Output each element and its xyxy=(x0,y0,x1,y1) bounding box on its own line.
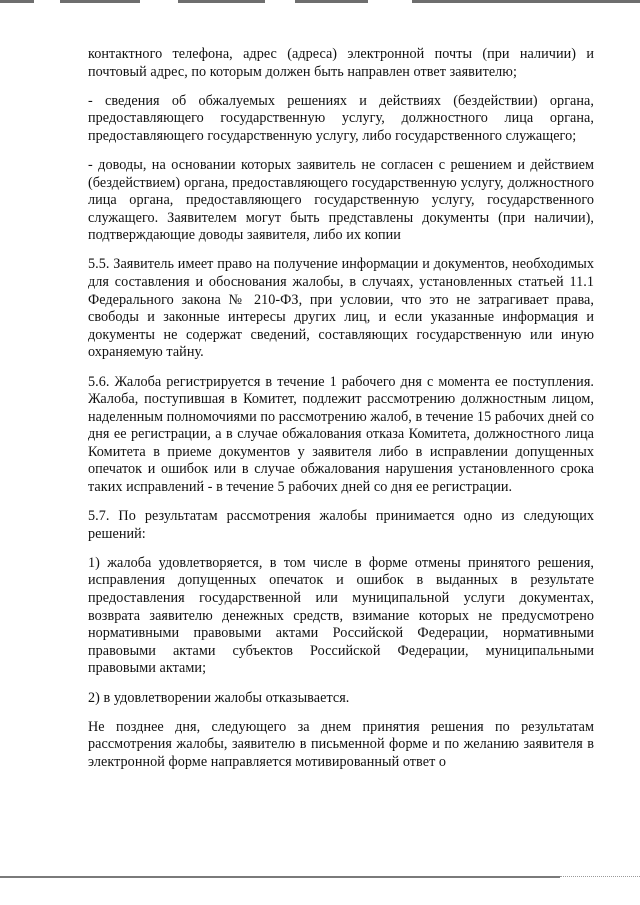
paragraph-5-5: 5.5. Заявитель имеет право на получение информации и документов, необходимых для составления и обоснования жалобы, в случаях, установленных статьей 11.1 Федерального закона № 210-ФЗ, при условии, что это не затрагивает права, свободы и законные интересы других лиц, и если указанные информация и документы не содержат сведений, составляющих государственную или иную охраняемую тайну. xyxy=(88,256,594,361)
scan-bottom-edge xyxy=(0,876,560,878)
scan-top-edge-gap xyxy=(140,0,178,3)
paragraph-contact-details: контактного телефона, адрес (адреса) электронной почты (при наличии) и почтовый адрес, по которым должен быть направлен ответ заявителю; xyxy=(88,46,594,80)
paragraph-response-deadline: Не позднее дня, следующего за днем принятия решения по результатам рассмотрения жалобы, заявителю в письменной форме и по желанию заявителя в электронной форме направляется мотивированный ответ о xyxy=(88,718,594,770)
scan-top-edge xyxy=(0,0,640,3)
paragraph-5-7: 5.7. По результатам рассмотрения жалобы принимается одно из следующих решений: xyxy=(88,508,594,542)
paragraph-decision-1: 1) жалоба удовлетворяется, в том числе в форме отмены принятого решения, исправления допущенных опечаток и ошибок в выданных в результате предоставления государственной или муниципальной услуги документах, возврата заявителю денежных средств, взимание которых не предусмотрено нормативными правовыми актами Российской Федерации, нормативными правовыми актами субъектов Российской Федерации, муниципальными правовыми актами; xyxy=(88,554,594,677)
scan-top-edge-gap xyxy=(265,0,295,3)
paragraph-appealed-decisions: - сведения об обжалуемых решениях и действиях (бездействии) органа, предоставляющего государственную услугу, должностного лица органа, предоставляющего государственную услугу, либо государственного служащего; xyxy=(88,92,594,144)
paragraph-decision-2: 2) в удовлетворении жалобы отказывается. xyxy=(88,689,350,706)
scan-top-edge-gap xyxy=(34,0,60,3)
paragraph-5-6: 5.6. Жалоба регистрируется в течение 1 рабочего дня с момента ее поступления. Жалоба, поступившая в Комитет, подлежит рассмотрению должностным лицом, наделенным полномочиями по рассмотрению жалоб, в течение 15 рабочих дней со дня ее регистрации, а в случае обжалования отказа Комитета, должностного лица Комитета в приеме документов у заявителя либо в исправлении допущенных опечаток и ошибок или в случае обжалования нарушения установленного срока таких исправлений - в течение 5 рабочих дней со дня ее регистрации. xyxy=(88,373,594,496)
scan-bottom-edge-tail xyxy=(560,876,640,878)
document-body xyxy=(88,46,594,783)
paragraph-arguments: - доводы, на основании которых заявитель не согласен с решением и действием (бездействием) органа, предоставляющего государственную услугу, должностного лица органа, предоставляющего государственную услугу, государственного служащего. Заявителем могут быть представлены документы (при наличии), подтверждающие доводы заявителя, либо их копии xyxy=(88,156,594,244)
scan-top-edge-gap xyxy=(368,0,412,3)
